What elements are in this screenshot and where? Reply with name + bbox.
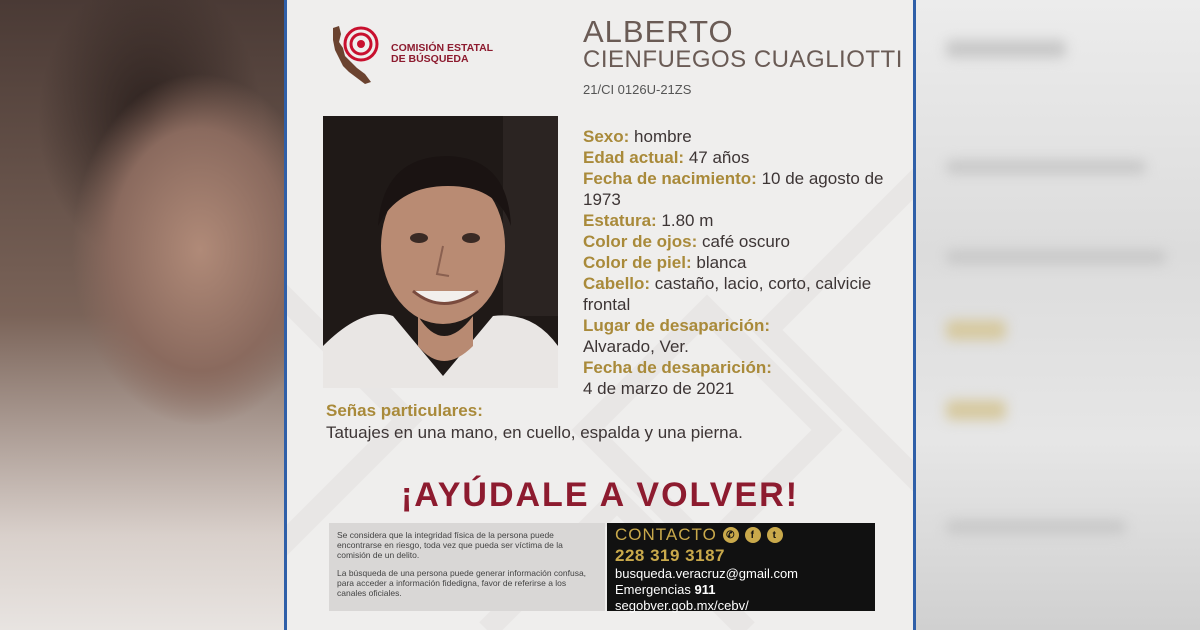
contact-box bbox=[607, 523, 875, 611]
disclaimer-paragraph-2: La búsqueda de una persona puede generar información confusa, para acceder a información fidedigna, favor de referirse a los canales oficiales. bbox=[337, 568, 587, 598]
contact-phone[interactable]: 228 319 3187 bbox=[615, 546, 725, 565]
veracruz-map-pin-icon bbox=[327, 22, 385, 86]
logo-line-2: DE BÚSQUEDA bbox=[391, 53, 469, 65]
logo-text bbox=[391, 43, 493, 65]
detail-sexo: Sexo: hombre bbox=[583, 127, 692, 146]
person-photo bbox=[323, 116, 558, 388]
emergency-label: Emergencias bbox=[615, 582, 691, 597]
blurred-background-left bbox=[0, 0, 284, 630]
facebook-icon[interactable]: f bbox=[745, 527, 761, 543]
detail-estatura: Estatura: 1.80 m bbox=[583, 211, 714, 230]
logo-line-1: COMISIÓN ESTATAL bbox=[391, 42, 494, 54]
detail-color-ojos: Color de ojos: café oscuro bbox=[583, 232, 790, 251]
whatsapp-icon[interactable]: ✆ bbox=[723, 527, 739, 543]
last-names: CIENFUEGOS CUAGLIOTTI bbox=[583, 46, 903, 73]
twitter-icon[interactable]: t bbox=[767, 527, 783, 543]
call-to-action: ¡AYÚDALE A VOLVER! bbox=[400, 476, 800, 514]
disclaimer-paragraph-1: Se considera que la integridad física de la persona puede encontrarse en riesgo, toda vez que pueda ser víctima de la comisión de un delito. bbox=[337, 530, 563, 560]
detail-fecha-desaparicion: Fecha de desaparición: 4 de marzo de 2021 bbox=[583, 358, 772, 398]
detail-edad: Edad actual: 47 años bbox=[583, 148, 750, 167]
disclaimer bbox=[329, 523, 605, 611]
missing-person-poster bbox=[284, 0, 916, 630]
first-name: ALBERTO bbox=[583, 14, 734, 49]
comision-logo bbox=[327, 22, 493, 86]
detail-fecha-nacimiento: Fecha de nacimiento: 10 de agosto de 1973 bbox=[583, 169, 884, 209]
emergency-number: 911 bbox=[694, 582, 716, 597]
detail-lugar-desaparicion: Lugar de desaparición: Alvarado, Ver. bbox=[583, 316, 771, 356]
blurred-background-right bbox=[916, 0, 1200, 630]
detail-cabello: Cabello: castaño, lacio, corto, calvicie frontal bbox=[583, 274, 872, 314]
senas-value: Tatuajes en una mano, en cuello, espalda y una pierna. bbox=[326, 423, 743, 442]
senas-label: Señas particulares: bbox=[326, 401, 483, 420]
contact-title: CONTACTO bbox=[615, 525, 717, 544]
contact-title-row bbox=[615, 525, 867, 545]
contact-emergency bbox=[615, 582, 867, 598]
contact-website[interactable]: segobver.gob.mx/cebv/ bbox=[615, 598, 749, 613]
detail-color-piel: Color de piel: blanca bbox=[583, 253, 747, 272]
contact-email[interactable]: busqueda.veracruz@gmail.com bbox=[615, 566, 799, 581]
case-folio: 21/CI 0126U-21ZS bbox=[583, 82, 692, 97]
person-details bbox=[583, 126, 913, 399]
